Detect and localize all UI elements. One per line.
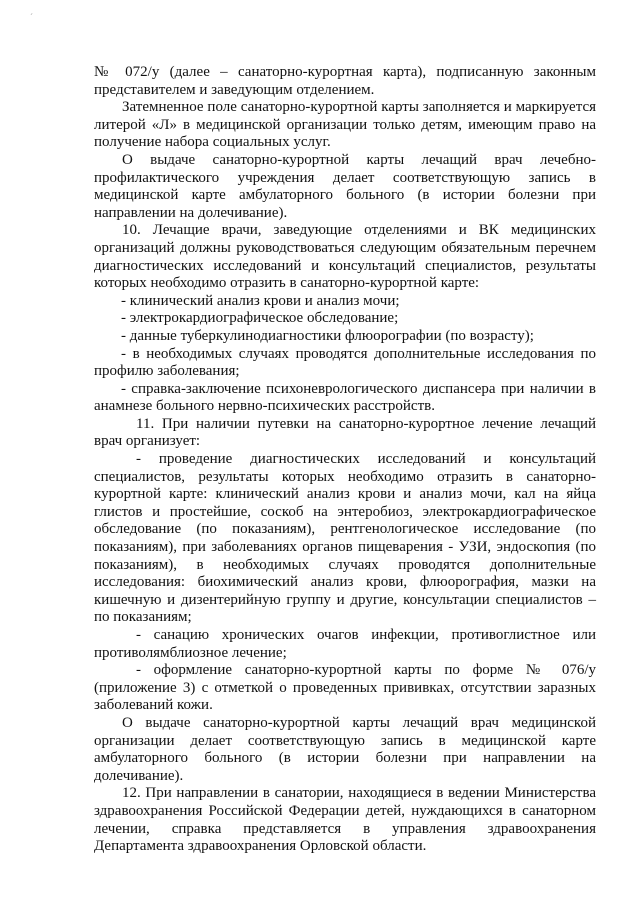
paragraph-form-continuation: № 072/у (далее – санаторно-курортная карта), подписанную законным представителем и заведующим отделением. [94, 64, 596, 98]
paragraph-shaded-field: Затемненное поле санаторно-курортной карты заполняется и маркируется литерой «Л» в медицинской организации только детям, имеющим право на получение набора социальных услуг. [94, 99, 596, 151]
list-item: - электрокардиографическое обследование; [121, 310, 399, 327]
paragraph-item-12: 12. При направлении в санатории, находящиеся в ведении Министерства здравоохранения Российской Федерации детей, нуждающихся в санаторном лечении, справка представляется в управления здравоохранения Департамента здравоохранения Орловской области. [94, 785, 596, 855]
list-item: - в необходимых случаях проводятся дополнительные исследования по профилю заболевания; [94, 345, 596, 380]
list-item: - клинический анализ крови и анализ мочи; [121, 292, 400, 309]
paragraph-issuance-record: О выдаче санаторно-курортной карты лечащий врач лечебно-профилактического учреждения делает соответствующую запись в медицинской карте амбулаторного больного (в истории болезни при направлении на долечивание). [94, 151, 596, 221]
document-body [94, 64, 596, 856]
list-item: - справка-заключение психоневрологического диспансера при наличии в анамнезе больного нервно-психических расстройств. [94, 380, 596, 415]
list-item: - санацию хронических очагов инфекции, противоглистное или противолямблиозное лечение; [94, 627, 596, 661]
paragraph-item-11: 11. При наличии путевки на санаторно-курортное лечение лечащий врач организует: [94, 415, 596, 450]
paragraph-issuance-record-2: О выдаче санаторно-курортной карты лечащий врач медицинской организации делает соответствующую запись в медицинской карте амбулаторного больного (в истории болезни при направлении на долечивание). [94, 714, 596, 784]
list-item: - оформление санаторно-курортной карты по форме № 076/у (приложение 3) с отметкой о проведенных прививках, отсутствии заразных заболеваний кожи. [94, 662, 596, 714]
paragraph-item-10: 10. Лечащие врачи, заведующие отделениями и ВК медицинских организаций должны руководствоваться следующим обязательным перечнем диагностических исследований и консультаций специалистов, результаты которых необходимо отразить в санаторно-курортной карте: [94, 222, 596, 292]
list-item: - данные туберкулинодиагностики флюорографии (по возрасту); [121, 327, 534, 344]
corner-mark: ´ [30, 12, 33, 22]
list-item: - проведение диагностических исследований и консультаций специалистов, результаты которых необходимо отразить в санаторно-курортной карте: клинический анализ крови и анализ мочи, кал на яйца глистов и простейшие, соскоб на энтеробиоз, электрокардиографическое обследование (по показаниям), рентгенологическое исследование (по показаниям), при заболеваниях органов пищеварения - УЗИ, эндоскопия (по показаниям), в необходимых случаях проводятся дополнительные исследования: биохимический анализ крови, флюорография, мазки на кишечную и дизентерийную группу и другие, консультации специалистов – по показаниям; [94, 451, 596, 626]
